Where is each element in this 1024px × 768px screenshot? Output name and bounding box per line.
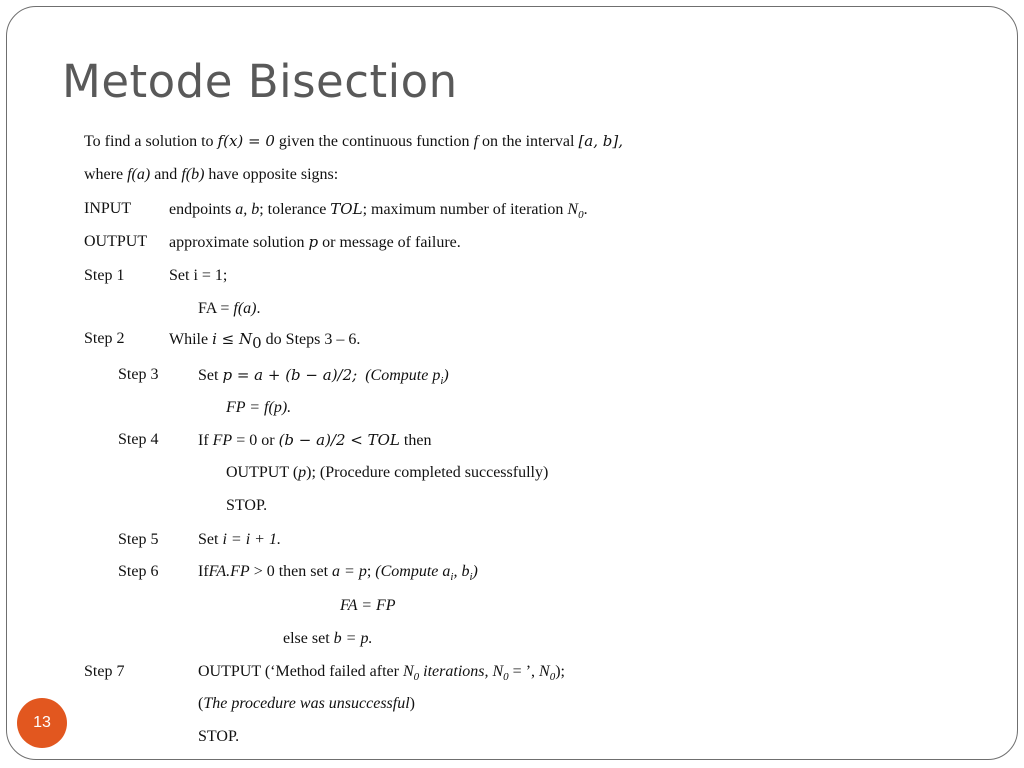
page-number: 13 xyxy=(33,714,51,731)
step-6-else xyxy=(283,630,372,648)
step-3-fp-text: FP = f(p). xyxy=(226,399,292,416)
step-7-iterations: iterations, xyxy=(423,663,489,680)
step-text: If xyxy=(198,563,209,580)
input-text: ; tolerance xyxy=(259,201,327,218)
input-text: . xyxy=(583,201,588,218)
step-text: then xyxy=(403,432,432,449)
input-text: endpoints xyxy=(169,201,232,218)
step-7-note-text: The procedure was unsuccessful xyxy=(203,695,410,712)
step-6-comment: ) xyxy=(472,563,478,580)
step-text: While xyxy=(169,331,209,348)
step-7-n0-sub: 0 xyxy=(549,671,556,684)
output-text: approximate solution xyxy=(169,234,305,251)
intro-line-2 xyxy=(84,166,338,184)
intro-interval: [a, b], xyxy=(578,132,623,150)
step-text: If xyxy=(198,432,209,449)
step-7-n0: N xyxy=(492,663,504,680)
step-text: = ’, xyxy=(512,663,536,680)
step-3-fp xyxy=(226,399,291,417)
step-4-output xyxy=(226,464,548,482)
step-4-text xyxy=(198,431,431,450)
step-5-text xyxy=(198,531,281,549)
step-6-text xyxy=(198,563,478,583)
step-text: ( xyxy=(198,695,204,712)
input-line xyxy=(84,200,588,221)
step-7-n0-sub: 0 xyxy=(503,671,509,684)
input-n0-sub: 0 xyxy=(578,209,584,222)
step-text: OUTPUT (‘Method failed after xyxy=(198,663,399,680)
output-label: OUTPUT xyxy=(84,233,148,250)
step-text: FA = xyxy=(198,300,230,317)
step-6-comment-sub: i xyxy=(450,571,454,584)
intro-fa: f(a) xyxy=(127,166,151,183)
intro-text: where xyxy=(84,166,124,183)
step-7-stop: STOP. xyxy=(198,728,240,745)
step-2-sub: 0 xyxy=(252,334,262,353)
step-3-comment: (Compute p xyxy=(365,367,441,384)
step-2 xyxy=(84,330,124,348)
step-3-comment: ) xyxy=(443,367,449,384)
step-4-p: p xyxy=(298,464,307,481)
step-6-comment: , b xyxy=(453,563,470,580)
step-1 xyxy=(84,267,124,285)
step-7: Step 7 xyxy=(84,663,125,680)
step-7-n0: N xyxy=(539,663,550,680)
input-n0: N xyxy=(567,201,579,218)
step-text: > 0 then set xyxy=(253,563,329,580)
output-line xyxy=(84,233,461,252)
intro-text: and xyxy=(154,166,178,183)
intro-text: To find a solution to xyxy=(84,133,214,150)
input-tol: TOL xyxy=(330,200,363,218)
step-1-fa xyxy=(198,300,261,318)
step-text: ) xyxy=(409,695,415,712)
intro-text: given the continuous function xyxy=(278,133,470,150)
input-endpoints: a, b xyxy=(235,201,260,218)
step-7-n0-sub: 0 xyxy=(413,671,420,684)
step-text: ); xyxy=(555,663,565,680)
intro-equation: f(x) = 0 xyxy=(217,132,275,150)
step-label: Step 1 xyxy=(84,267,125,284)
page-number-badge xyxy=(17,698,67,748)
step-6-equation: a = p xyxy=(332,563,367,580)
step-6-condition: FA.FP xyxy=(208,563,250,580)
step-3-comment-sub: i xyxy=(440,375,444,388)
step-5: Step 5 xyxy=(118,531,159,548)
step-4: Step 4 xyxy=(118,431,159,448)
step-7-n0: N xyxy=(402,663,414,680)
step-6: Step 6 xyxy=(118,563,159,580)
output-text: or message of failure. xyxy=(322,234,461,251)
step-6-comment: (Compute a xyxy=(375,563,451,580)
step-fa: f(a) xyxy=(233,300,257,317)
step-3-text xyxy=(198,366,449,387)
output-p: p xyxy=(308,233,319,251)
step-4-stop: STOP. xyxy=(226,497,268,514)
step-text: Set xyxy=(198,367,219,384)
step-text: else set xyxy=(283,630,330,647)
step-7-note xyxy=(198,695,415,713)
step-2-text xyxy=(169,330,360,352)
step-text: Set xyxy=(198,531,219,548)
input-text: ; maximum number of iteration xyxy=(362,201,564,218)
step-1-text: Set i = 1; xyxy=(169,267,228,284)
step-text: OUTPUT ( xyxy=(226,464,299,481)
intro-fb: f(b) xyxy=(181,166,205,183)
intro-text: on the interval xyxy=(482,133,575,150)
step-6-else-equation: b = p. xyxy=(333,630,373,647)
step-text: ); (Procedure completed successfully) xyxy=(306,464,549,481)
step-7-text xyxy=(198,663,565,683)
step-4-fp: FP xyxy=(212,432,233,449)
intro-function: f xyxy=(473,133,479,150)
step-3-equation: p = a + (b − a)/2; xyxy=(222,366,358,384)
slide-title: Metode Bisection xyxy=(62,55,458,108)
intro-line-1 xyxy=(84,132,623,151)
input-label: INPUT xyxy=(84,200,132,217)
step-text: ; xyxy=(366,563,372,580)
step-5-equation: i = i + 1. xyxy=(222,531,281,548)
intro-text: have opposite signs: xyxy=(208,166,339,183)
step-text: do Steps 3 – 6. xyxy=(265,331,361,348)
step-2-condition: i ≤ N xyxy=(212,330,253,348)
step-label: Step 2 xyxy=(84,330,125,347)
step-text: = 0 or xyxy=(236,432,275,449)
step-6-comment-sub: i xyxy=(469,571,473,584)
step-6-fa-text: FA = FP xyxy=(340,597,396,614)
step-4-condition: (b − a)/2 < TOL xyxy=(278,431,400,449)
step-6-fa xyxy=(340,597,396,615)
step-3: Step 3 xyxy=(118,366,159,383)
step-text: . xyxy=(256,300,261,317)
